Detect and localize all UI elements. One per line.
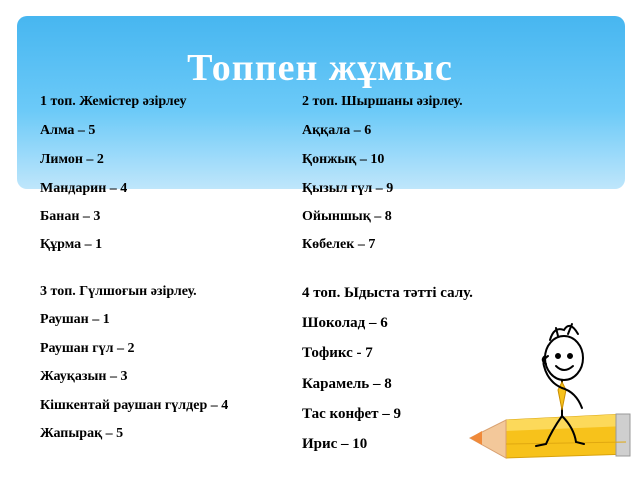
group-2-item: Ойыншық – 8 [302, 209, 392, 224]
group-3-item: Жауқазын – 3 [40, 369, 128, 384]
group-4-item: Тас конфет – 9 [302, 406, 402, 422]
group-4-item: Карамель – 8 [302, 376, 392, 392]
group-3-item: Жапырақ – 5 [40, 426, 124, 441]
group-3-item: Раушан гүл – 2 [40, 341, 135, 356]
group-2-item: Көбелек – 7 [302, 237, 376, 252]
kid-on-pencil-illustration [466, 316, 638, 466]
group-4-item: Тофикс - 7 [302, 345, 373, 361]
group-2-heading: 2 топ. Шыршаны әзірлеу. [302, 94, 463, 109]
group-4-item: Ирис – 10 [302, 436, 368, 452]
group-2-item: Қонжық – 10 [302, 152, 385, 167]
group-2-item: Аққала – 6 [302, 123, 372, 138]
group-1-item: Лимон – 2 [40, 152, 104, 167]
group-1-item: Банан – 3 [40, 209, 101, 224]
group-3-heading: 3 топ. Гүлшоғын әзірлеу. [40, 284, 197, 299]
group-3-item: Кішкентай раушан гүлдер – 4 [40, 398, 229, 413]
slide-title: Топпен жұмыс [187, 47, 453, 89]
group-4-item: Шоколад – 6 [302, 315, 388, 331]
group-3-item: Раушан – 1 [40, 312, 110, 327]
group-1-item: Құрма – 1 [40, 237, 103, 252]
group-1-item: Алма – 5 [40, 123, 96, 138]
group-1-item: Мандарин – 4 [40, 181, 128, 196]
group-1-heading: 1 топ. Жемістер әзірлеу [40, 94, 187, 109]
group-2-item: Қызыл гүл – 9 [302, 181, 394, 196]
group-4-heading: 4 топ. Ыдыста тәтті салу. [302, 285, 473, 301]
